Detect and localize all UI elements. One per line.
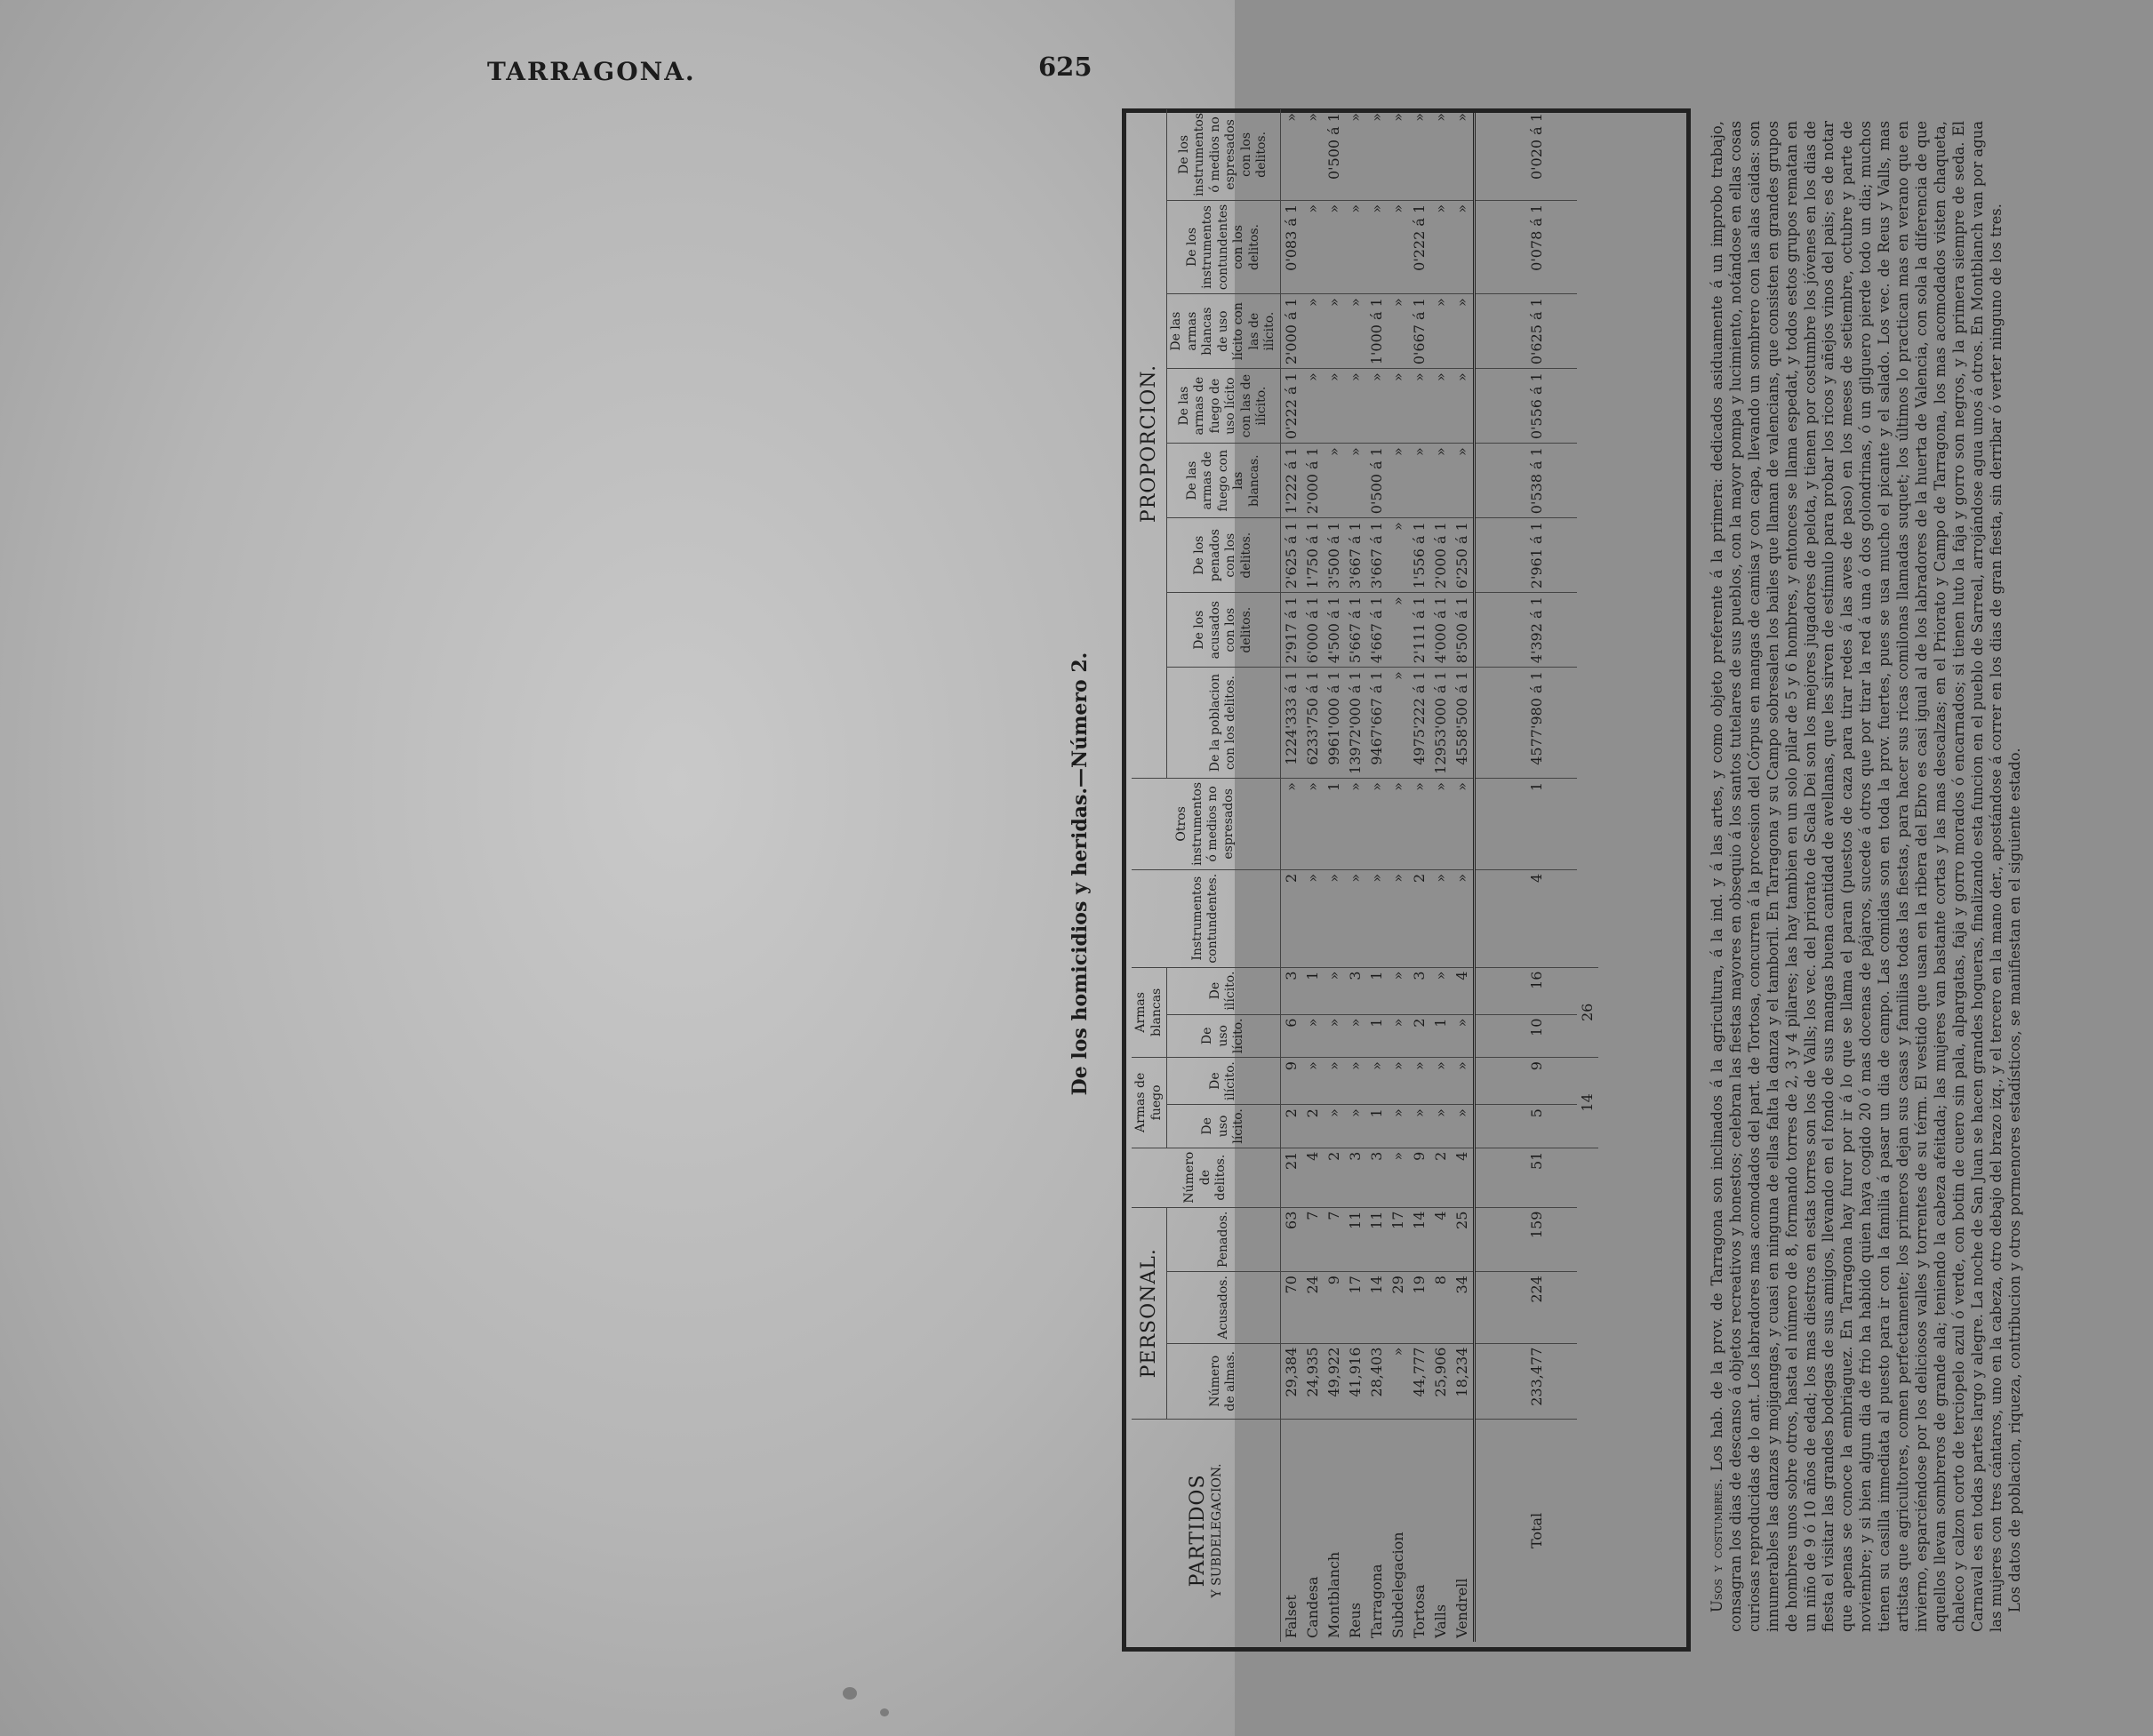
cell-fl: »: [1430, 1105, 1452, 1148]
cell-cont: »: [1302, 869, 1324, 967]
row-name: Montblanch: [1325, 1551, 1342, 1638]
cell-con: »: [1452, 200, 1475, 293]
cell-bi: 3: [1345, 967, 1366, 1014]
cell-con: »: [1430, 200, 1452, 293]
blancas-subtotal: 26: [1577, 967, 1598, 1058]
cell-fb: »: [1452, 444, 1475, 518]
col-p-contundentes: De los instrumentos contundentes con los delitos.: [1167, 200, 1281, 293]
cell-pob: 4558'500 á 1: [1452, 668, 1475, 779]
cell-bl: »: [1452, 1014, 1475, 1058]
cell-delitos: 2: [1324, 1148, 1345, 1207]
cell-acusados: 14: [1366, 1272, 1388, 1344]
cell-cont: »: [1430, 869, 1452, 967]
table-row: [1366, 109, 1388, 1642]
cell-cont: »: [1366, 869, 1388, 967]
cell-penados: 17: [1388, 1207, 1409, 1271]
cell-otros: »: [1280, 778, 1302, 869]
total-label: Total: [1474, 1419, 1577, 1642]
cell-fl: »: [1324, 1105, 1345, 1148]
statistics-table: [1132, 109, 1598, 1642]
cell-acusados: 29: [1388, 1272, 1409, 1344]
cell-bi: 3: [1409, 967, 1430, 1014]
row-name: Falset: [1282, 1595, 1300, 1638]
cell-almas: 44,777: [1409, 1343, 1430, 1419]
total-otros: 1: [1474, 778, 1577, 869]
table-row: [1302, 109, 1324, 1642]
cell-cont: »: [1324, 869, 1345, 967]
cell-bli: 2'000 á 1: [1280, 294, 1302, 369]
cell-delitos: 9: [1409, 1148, 1430, 1207]
cell-bl: »: [1324, 1014, 1345, 1058]
cell-pob: 9961'000 á 1: [1324, 668, 1345, 779]
cell-penados: 4: [1430, 1207, 1452, 1271]
cell-con: »: [1388, 200, 1409, 293]
cell-fli: »: [1366, 369, 1388, 444]
cell-fi: »: [1388, 1058, 1409, 1105]
cell-pen: 3'667 á 1: [1345, 518, 1366, 593]
row-name: Vendrell: [1453, 1578, 1470, 1638]
table-caption: De los homicidios y heridas.—Número 2.: [1068, 652, 1092, 1096]
cell-fli: »: [1430, 369, 1452, 444]
ink-stain: [843, 1687, 857, 1700]
cell-delitos: 21: [1280, 1148, 1302, 1207]
fuego-subtotal: 14: [1577, 1058, 1598, 1148]
cell-acu: 8'500 á 1: [1452, 593, 1475, 668]
col-p-otros: De los instrumentos ó medios no espresados con los delitos.: [1167, 109, 1281, 200]
cell-fl: 2: [1302, 1105, 1324, 1148]
total-con: 0'078 á 1: [1474, 200, 1577, 293]
cell-fb: 1'222 á 1: [1280, 444, 1302, 518]
cell-penados: 25: [1452, 1207, 1475, 1271]
cell-acusados: 9: [1324, 1272, 1345, 1344]
row-name: Candesa: [1303, 1576, 1321, 1638]
cell-fli: »: [1409, 369, 1430, 444]
row-name: Subdelegacion: [1389, 1532, 1406, 1638]
cell-almas: 41,916: [1345, 1343, 1366, 1419]
cell-otros: »: [1345, 778, 1366, 869]
total-penados: 159: [1474, 1207, 1577, 1271]
page-title: TARRAGONA.: [487, 57, 696, 86]
cell-delitos: 3: [1366, 1148, 1388, 1207]
total-fl: 5: [1474, 1105, 1577, 1148]
cell-fi: »: [1345, 1058, 1366, 1105]
total-pob: 4577'980 á 1: [1474, 668, 1577, 779]
col-p-acusados: De los acusados con los delitos.: [1167, 593, 1281, 668]
col-uso-licito-fuego: De uso lícito.: [1167, 1105, 1281, 1148]
cell-fb: »: [1388, 444, 1409, 518]
armas-blancas-header: Armas blancas: [1132, 967, 1167, 1058]
table-row: [1345, 109, 1366, 1642]
cell-penados: 11: [1366, 1207, 1388, 1271]
cell-otros: »: [1388, 778, 1409, 869]
cell-fli: »: [1324, 369, 1345, 444]
total-acusados: 224: [1474, 1272, 1577, 1344]
cell-cont: »: [1388, 869, 1409, 967]
cell-otr: »: [1388, 109, 1409, 200]
total-row: [1474, 109, 1577, 1642]
cell-fl: »: [1388, 1105, 1409, 1148]
cell-fb: »: [1430, 444, 1452, 518]
cell-otr: »: [1302, 109, 1324, 200]
total-bl: 10: [1474, 1014, 1577, 1058]
cell-penados: 14: [1409, 1207, 1430, 1271]
col-p-fuego-licito: De las armas de fuego de uso lícito con las de ilícito.: [1167, 369, 1281, 444]
cell-penados: 11: [1345, 1207, 1366, 1271]
cell-fi: »: [1324, 1058, 1345, 1105]
cell-acusados: 17: [1345, 1272, 1366, 1344]
cell-delitos: 3: [1345, 1148, 1366, 1207]
cell-bl: 2: [1409, 1014, 1430, 1058]
cell-acusados: 70: [1280, 1272, 1302, 1344]
cell-pen: 6'250 á 1: [1452, 518, 1475, 593]
col-contundentes: Instrumentos contundentes.: [1132, 869, 1280, 967]
cell-acu: 4'000 á 1: [1430, 593, 1452, 668]
table-row: [1452, 109, 1475, 1642]
cell-pen: 2'000 á 1: [1430, 518, 1452, 593]
col-p-poblacion: De la poblacion con los delitos.: [1167, 668, 1281, 779]
total-pen: 2'961 á 1: [1474, 518, 1577, 593]
cell-fl: 1: [1366, 1105, 1388, 1148]
cell-fli: 0'222 á 1: [1280, 369, 1302, 444]
col-ilicito-fuego: De ilícito.: [1167, 1058, 1281, 1105]
cell-acu: 2'917 á 1: [1280, 593, 1302, 668]
row-name: Valls: [1431, 1604, 1449, 1638]
cell-pen: 3'500 á 1: [1324, 518, 1345, 593]
cell-otr: 0'500 á 1: [1324, 109, 1345, 200]
col-delitos: Número de delitos.: [1132, 1148, 1280, 1207]
cell-fi: »: [1409, 1058, 1430, 1105]
cell-bl: 1: [1366, 1014, 1388, 1058]
cell-bi: 3: [1280, 967, 1302, 1014]
personal-header: PERSONAL.: [1132, 1207, 1167, 1419]
col-acusados: Acusados.: [1167, 1272, 1281, 1344]
cell-fl: »: [1452, 1105, 1475, 1148]
cell-otros: »: [1430, 778, 1452, 869]
col-almas: Número de almas.: [1167, 1343, 1281, 1419]
cell-bl: »: [1388, 1014, 1409, 1058]
cell-acu: 2'111 á 1: [1409, 593, 1430, 668]
cell-fb: 2'000 á 1: [1302, 444, 1324, 518]
cell-fb: »: [1409, 444, 1430, 518]
total-acu: 4'392 á 1: [1474, 593, 1577, 668]
cell-almas: 49,922: [1324, 1343, 1345, 1419]
running-header: [0, 52, 1235, 96]
cell-bl: 1: [1430, 1014, 1452, 1058]
col-penados: Penados.: [1167, 1207, 1281, 1271]
table-body: [1280, 109, 1598, 1642]
cell-acusados: 19: [1409, 1272, 1430, 1344]
cell-bli: 0'667 á 1: [1409, 294, 1430, 369]
cell-bli: 1'000 á 1: [1366, 294, 1388, 369]
cell-bi: »: [1388, 967, 1409, 1014]
cell-bi: »: [1430, 967, 1452, 1014]
total-almas: 233,477: [1474, 1343, 1577, 1419]
cell-pob: »: [1388, 668, 1409, 779]
partidos-header: PARTIDOS Y SUBDELEGACION.: [1132, 1419, 1280, 1642]
cell-bi: 4: [1452, 967, 1475, 1014]
cell-otros: »: [1452, 778, 1475, 869]
cell-otr: »: [1430, 109, 1452, 200]
cell-otr: »: [1345, 109, 1366, 200]
proporcion-header: PROPORCION.: [1132, 109, 1167, 778]
cell-otros: »: [1409, 778, 1430, 869]
cell-cont: 2: [1409, 869, 1430, 967]
cell-bl: »: [1345, 1014, 1366, 1058]
cell-pob: 12953'000 á 1: [1430, 668, 1452, 779]
cell-otros: »: [1302, 778, 1324, 869]
cell-otros: 1: [1324, 778, 1345, 869]
cell-delitos: 4: [1302, 1148, 1324, 1207]
cell-bi: 1: [1302, 967, 1324, 1014]
cell-almas: 18,234: [1452, 1343, 1475, 1419]
cell-otr: »: [1280, 109, 1302, 200]
cell-otros: »: [1366, 778, 1388, 869]
cell-fi: »: [1302, 1058, 1324, 1105]
total-delitos: 51: [1474, 1148, 1577, 1207]
cell-con: »: [1345, 200, 1366, 293]
cell-acu: 5'667 á 1: [1345, 593, 1366, 668]
cell-bli: »: [1345, 294, 1366, 369]
cell-con: 0'222 á 1: [1409, 200, 1430, 293]
col-p-fuego-blancas: De las armas de fuego con las blancas.: [1167, 444, 1281, 518]
cell-fli: »: [1452, 369, 1475, 444]
cell-bl: 6: [1280, 1014, 1302, 1058]
col-otros: Otros instrumentos ó medios no espresados: [1132, 778, 1280, 869]
rotated-content: [1068, 96, 2153, 1652]
total-bli: 0'625 á 1: [1474, 294, 1577, 369]
cell-fi: »: [1366, 1058, 1388, 1105]
cell-bli: »: [1452, 294, 1475, 369]
cell-fi: »: [1430, 1058, 1452, 1105]
armas-fuego-header: Armas de fuego: [1132, 1058, 1167, 1148]
cell-acusados: 34: [1452, 1272, 1475, 1344]
cell-fb: 0'500 á 1: [1366, 444, 1388, 518]
cell-fli: »: [1388, 369, 1409, 444]
total-fi: 9: [1474, 1058, 1577, 1105]
cell-pob: 6233'750 á 1: [1302, 668, 1324, 779]
page-number: 625: [1038, 52, 1093, 82]
cell-pen: 1'750 á 1: [1302, 518, 1324, 593]
row-name: Tarragona: [1367, 1564, 1385, 1638]
cell-bli: »: [1302, 294, 1324, 369]
cell-acusados: 8: [1430, 1272, 1452, 1344]
cell-bi: 1: [1366, 967, 1388, 1014]
table-row: [1430, 109, 1452, 1642]
cell-bli: »: [1324, 294, 1345, 369]
row-name: Reus: [1346, 1602, 1364, 1638]
cell-bli: »: [1388, 294, 1409, 369]
cell-acusados: 24: [1302, 1272, 1324, 1344]
table-row: [1409, 109, 1430, 1642]
total-bi: 16: [1474, 967, 1577, 1014]
cell-otr: »: [1452, 109, 1475, 200]
paragraph-1-body: Los hab. de la prov. de Tarragona son inclinados á la agricultura, á la ind. y á las artes, y como objeto preferente á la primera: dedicados asiduamente á un improbo trabajo, consagran los dias de descanso á objetos recreativos y honestos; celebran las fiestas mayores en obsequio á los santos tutelares de sus pueblos, con la mayor pompa y lucimiento, notándose en ellas cosas curiosas reproducidas de lo ant. Los labradores mas acomodados del part. de Tortosa, concurren á la procesion del Córpus en mangas de camisa y con capa, llevando un sombrero con las alas caidas: son innumerables las danzas y mojigangas, y cuasi en ninguna de ellas falta la danza y el tamboril. En Tarragona y su Campo sobresalen los bailes que llaman de valencians, que consisten en grandes grupos de hombres unos sobre otros, hasta el número de 8, formando torres de 2, 3 y 4 pilares; las hay tambien en un solo pilar de 5 y 6 hombres, y entonces se llama espedat, y todos estos grupos rematan en un niño de 9 ó 10 años de edad; los mas diestros en estas torres son los de Valls; los vec. del priorato de Scala Dei son los mejores jugadores de pelota, y tienen por costumbre los jóvenes en los dias de fiesta el visitar las grandes bodegas de sus amigos, llevando en el fondo de sus mangas buena cantidad de avellanas, que les sirven de estímulo para probar los ricos y añejos vinos del pais; es de notar que apenas se conoce la embriaguez. En Tarragona hay furor por ir á lo que se llama el paran (puestos de caza para tirar redes á las aves de paso) en los meses de setiembre, octubre y parte de noviembre; y si bien algun dia de frio ha habido quien haya cogido 20 ó mas docenas de pájaros, sucede á otros que por tirar la red á una ó dos golondrinas, ó un gilguero pierde todo un dia; muchos tienen su casilla inmediata al puesto para ir con la familia á pasar un dia de campo. Las comidas son en toda la prov. fuertes, pues se usa mucho el picante y el salado. Los vec. de Reus y Valls, mas artistas que agricultores, comen perfectamente; los primeros dejan sus casas y familias todas las fiestas, para hacer sus ricas comilonas llamadas suquet; los últimos lo practican mas en verano que en invierno, esparciéndose por los deliciosos valles y torrentes de su térm. El vestido que usan en la ribera del Ebro es casi igual al de los labradores de la huerta de Valencia, con sola la diferencia de que aquellos llevan sombreros de grande ala; teniendo la cabeza afeitada; las mujeres van bastante cortas y las mas descalzas; en el Priorato y Campo de Tarragona, los mas acomodados visten chaqueta, chaleco y calzon corto de terciopelo azul ó verde, con botin de cuero sin pala, alpargatas, faja y gorro morados ó encarnados; si tienen luto la faja y gorro son negros, y la primera siempre de seda. El Carnaval es en todas partes largo y alegre. La noche de San Juan se hacen grandes hogueras, finalizando esta funcion en el pueblo de Sarreal, arrojándose agua unos á otros. En Montblanch van por agua las mujeres con tres cántaros, uno en la cabeza, otro debajo del brazo izq., y el tercero en la mano der., apostándose á correr en los dias de gran fiesta, sin derribar ó verter ninguno de los tres.: [1709, 121, 2005, 1632]
cell-delitos: »: [1388, 1148, 1409, 1207]
cell-otr: »: [1409, 109, 1430, 200]
cell-fl: 2: [1280, 1105, 1302, 1148]
section-heading: Usos y costumbres.: [1709, 1478, 1725, 1612]
paragraph-1: [1709, 121, 2006, 1632]
cell-cont: 2: [1280, 869, 1302, 967]
cell-pen: 2'625 á 1: [1280, 518, 1302, 593]
cell-pen: »: [1388, 518, 1409, 593]
table-row: [1280, 109, 1302, 1642]
row-name: Tortosa: [1410, 1584, 1428, 1638]
statistics-table-frame: [1122, 108, 1691, 1652]
cell-bi: »: [1324, 967, 1345, 1014]
total-fb: 0'538 á 1: [1474, 444, 1577, 518]
cell-bli: »: [1430, 294, 1452, 369]
paragraph-2: Los datos de poblacion, riqueza, contribucion y otros pormenores estadísticos, se manifiestan en el siguiente estado.: [2005, 748, 2023, 1612]
cell-fli: »: [1302, 369, 1324, 444]
cell-acu: 4'500 á 1: [1324, 593, 1345, 668]
cell-cont: »: [1452, 869, 1475, 967]
cell-almas: 28,403: [1366, 1343, 1388, 1419]
usos-y-costumbres-text: [1709, 121, 2153, 1632]
cell-fb: »: [1324, 444, 1345, 518]
cell-penados: 63: [1280, 1207, 1302, 1271]
cell-pen: 3'667 á 1: [1366, 518, 1388, 593]
cell-fl: »: [1345, 1105, 1366, 1148]
cell-con: »: [1324, 200, 1345, 293]
cell-pob: 1224'333 á 1: [1280, 668, 1302, 779]
cell-fli: »: [1345, 369, 1366, 444]
table-row: [1388, 109, 1409, 1642]
cell-otr: »: [1366, 109, 1388, 200]
cell-almas: 24,935: [1302, 1343, 1324, 1419]
ink-stain: [880, 1708, 889, 1716]
cell-fi: 9: [1280, 1058, 1302, 1105]
cell-acu: »: [1388, 593, 1409, 668]
cell-penados: 7: [1324, 1207, 1345, 1271]
cell-pob: 13972'000 á 1: [1345, 668, 1366, 779]
cell-pen: 1'556 á 1: [1409, 518, 1430, 593]
cell-cont: »: [1345, 869, 1366, 967]
cell-pob: 9467'667 á 1: [1366, 668, 1388, 779]
cell-delitos: 4: [1452, 1148, 1475, 1207]
cell-almas: 25,906: [1430, 1343, 1452, 1419]
cell-almas: »: [1388, 1343, 1409, 1419]
col-ilicito-blancas: De ilícito.: [1167, 967, 1281, 1014]
cell-fl: »: [1409, 1105, 1430, 1148]
total-fli: 0'556 á 1: [1474, 369, 1577, 444]
total-cont: 4: [1474, 869, 1577, 967]
total-otr: 0'020 á 1: [1474, 109, 1577, 200]
cell-acu: 6'000 á 1: [1302, 593, 1324, 668]
col-p-penados: De los penados con los delitos.: [1167, 518, 1281, 593]
cell-con: »: [1302, 200, 1324, 293]
cell-acu: 4'667 á 1: [1366, 593, 1388, 668]
col-uso-licito-blancas: De uso lícito.: [1167, 1014, 1281, 1058]
cell-fb: »: [1345, 444, 1366, 518]
cell-penados: 7: [1302, 1207, 1324, 1271]
subtotal-row: [1577, 109, 1598, 1642]
cell-delitos: 2: [1430, 1148, 1452, 1207]
cell-bl: »: [1302, 1014, 1324, 1058]
cell-fi: »: [1452, 1058, 1475, 1105]
table-row: [1324, 109, 1345, 1642]
cell-con: »: [1366, 200, 1388, 293]
cell-pob: 4975'222 á 1: [1409, 668, 1430, 779]
cell-almas: 29,384: [1280, 1343, 1302, 1419]
col-p-blancas-licito: De las armas blancas de uso lícito con las de ilícito.: [1167, 294, 1281, 369]
cell-con: 0'083 á 1: [1280, 200, 1302, 293]
